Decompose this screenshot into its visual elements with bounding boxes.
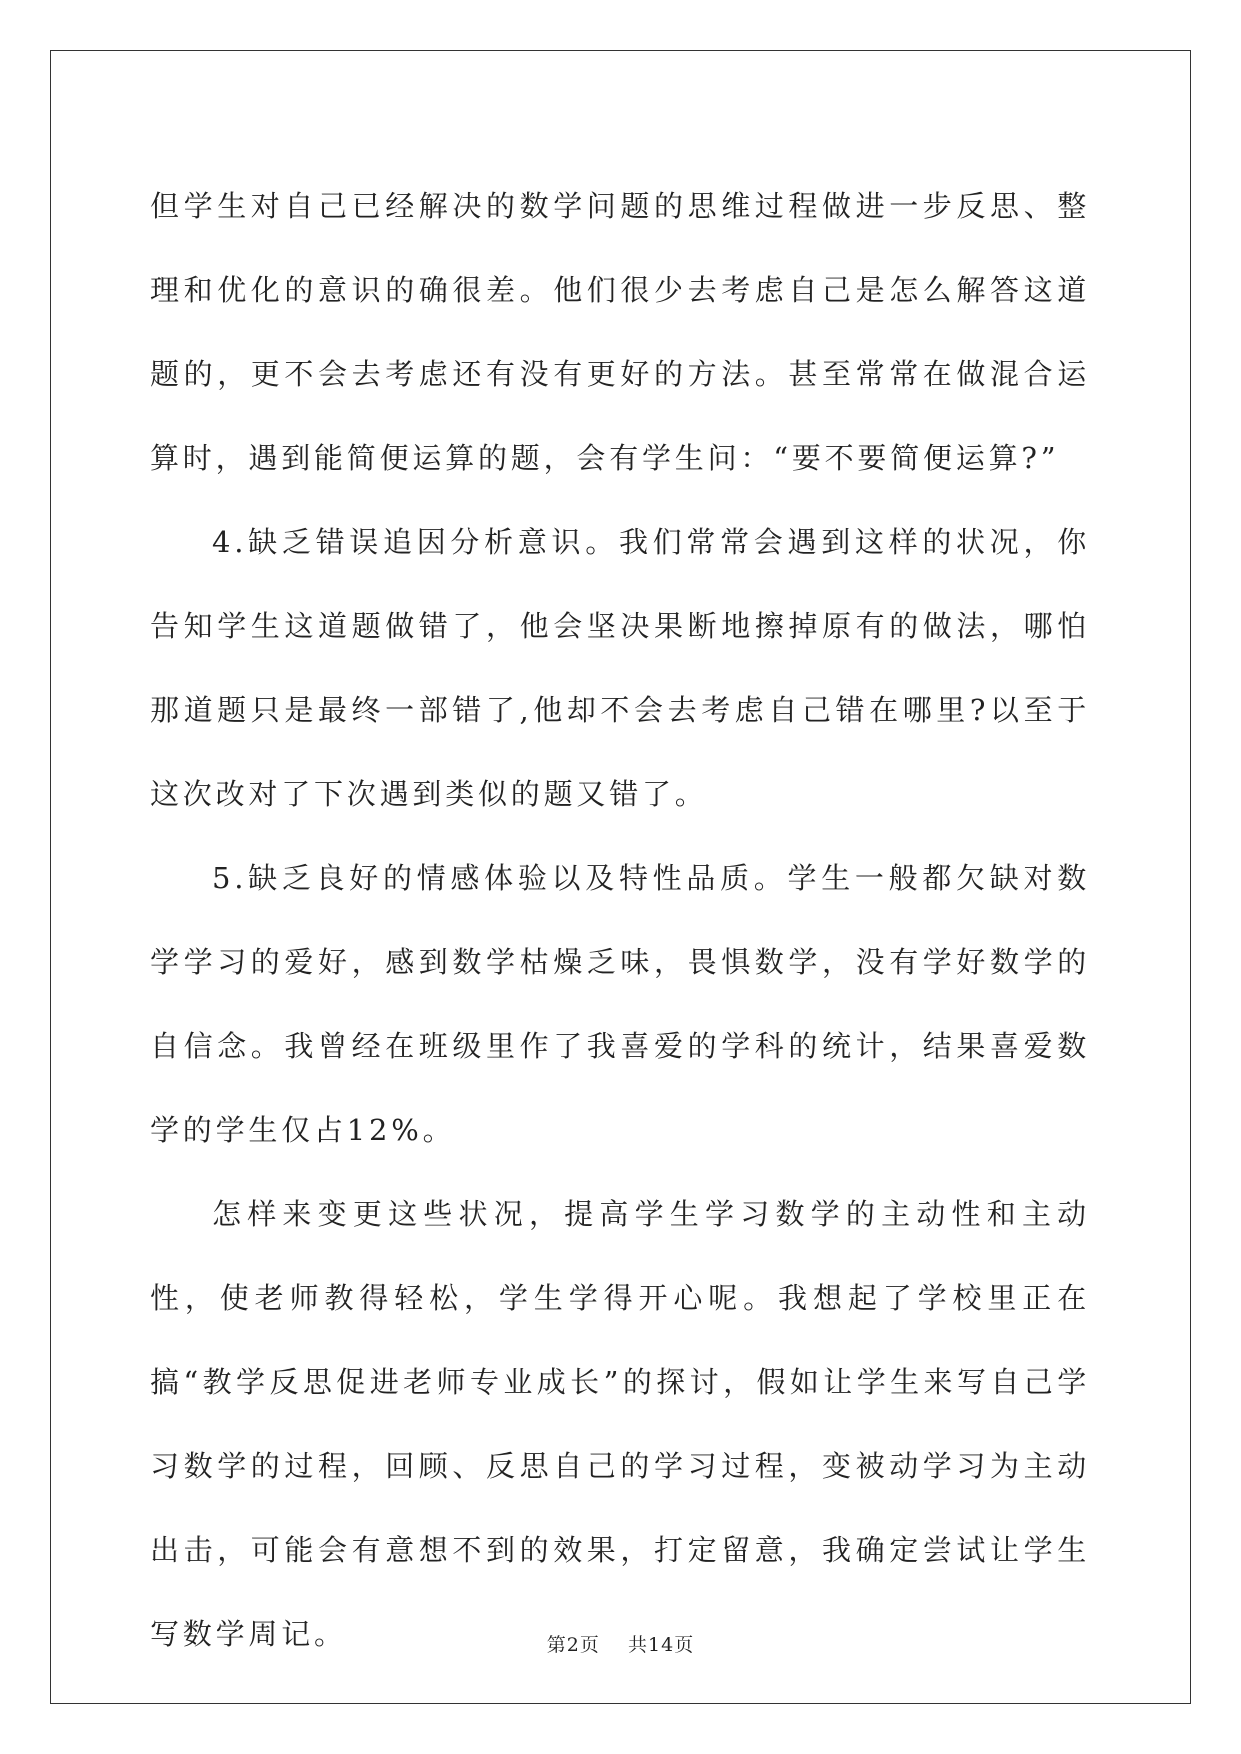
page-total: 共14页	[628, 1634, 695, 1656]
page-footer	[0, 1630, 1241, 1657]
paragraph-conclusion: 怎样来变更这些状况，提高学生学习数学的主动性和主动性，使老师教得轻松，学生学得开心呢。我想起了学校里正在搞“教学反思促进老师专业成长”的探讨，假如让学生来写自己学习数学的过程，回顾、反思自己的学习过程，变被动学习为主动出击，可能会有意想不到的效果，打定留意，我确定尝试让学生写数学周记。	[150, 1197, 1090, 1651]
paragraph-continuation: 但学生对自己已经解决的数学问题的思维过程做进一步反思、整理和优化的意识的确很差。他们很少去考虑自己是怎么解答这道题的，更不会去考虑还有没有更好的方法。甚至常常在做混合运算时，遇到能简便运算的题，会有学生问：“要不要简便运算?”	[150, 189, 1090, 475]
paragraph-item-5: 5.缺乏良好的情感体验以及特性品质。学生一般都欠缺对数学学习的爱好，感到数学枯燥乏味，畏惧数学，没有学好数学的自信念。我曾经在班级里作了我喜爱的学科的统计，结果喜爱数学的学生仅占12%。	[150, 861, 1090, 1147]
page-number: 第2页	[546, 1634, 600, 1656]
paragraph-item-4: 4.缺乏错误追因分析意识。我们常常会遇到这样的状况，你告知学生这道题做错了，他会坚决果断地擦掉原有的做法，哪怕那道题只是最终一部错了,他却不会去考虑自己错在哪里?以至于这次改对了下次遇到类似的题又错了。	[150, 525, 1090, 811]
document-body	[150, 164, 1090, 1676]
